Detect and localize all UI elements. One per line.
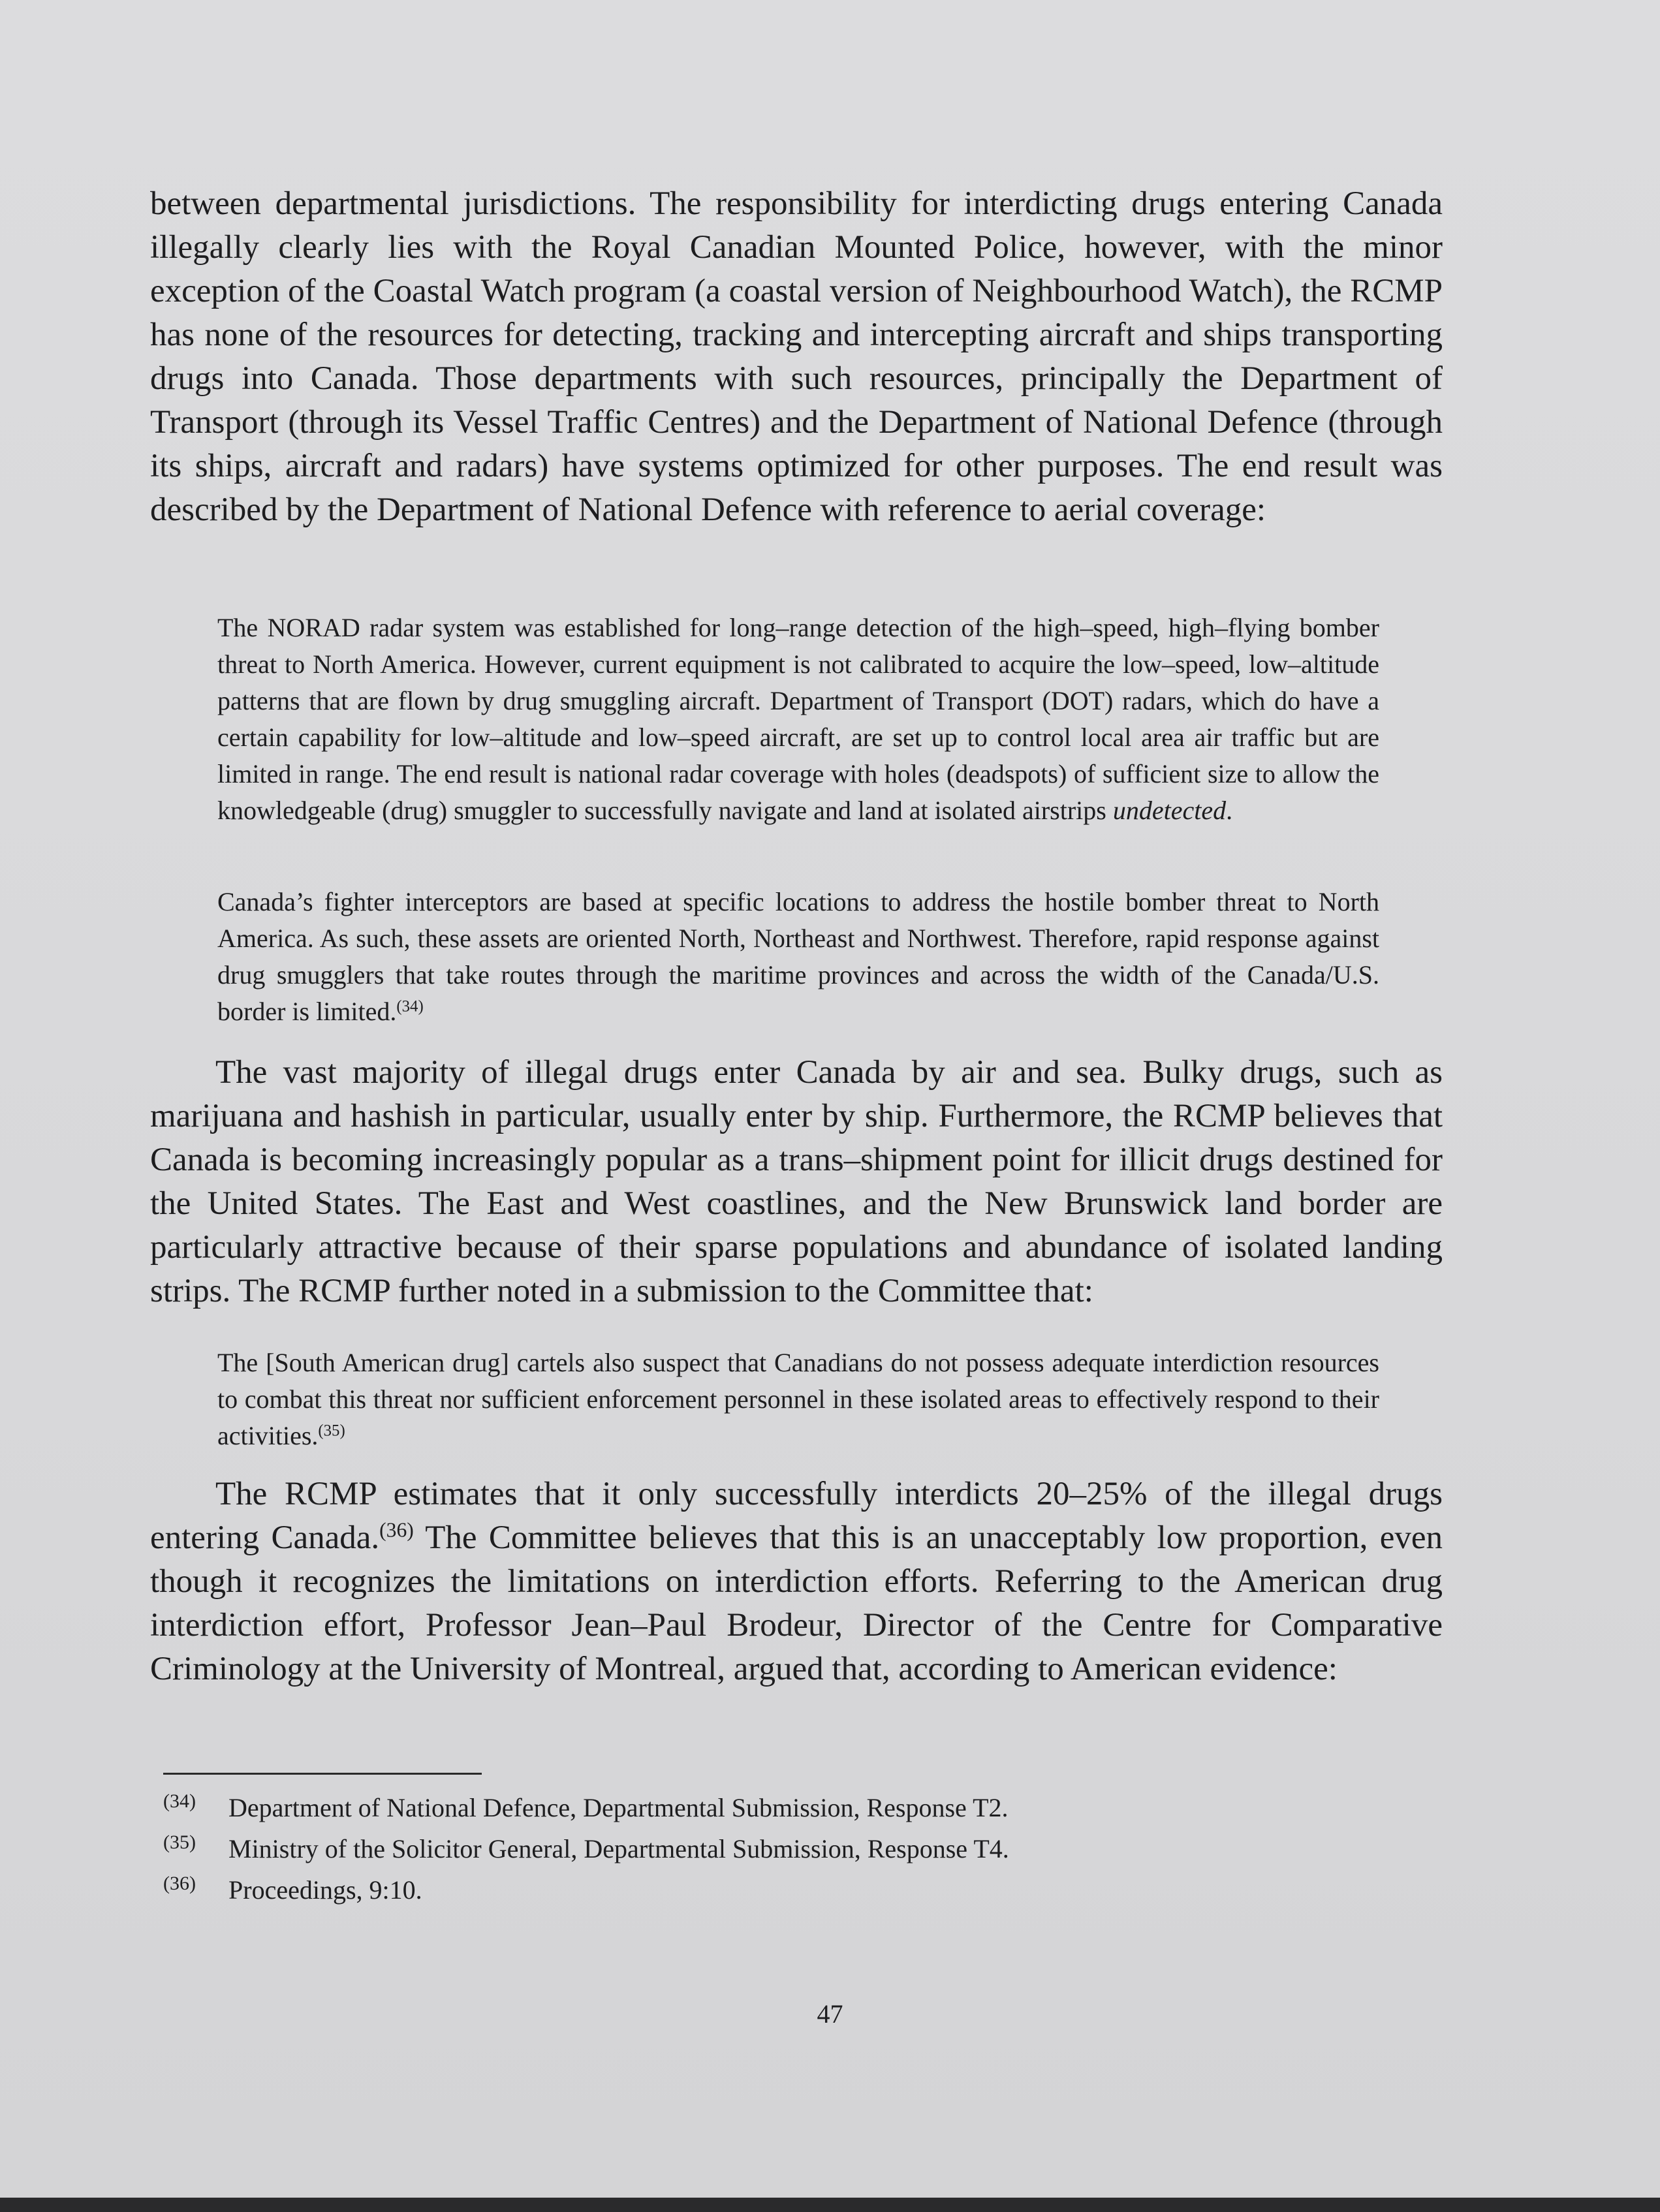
paragraph-text-a: The RCMP estimates that it only successfully interdicts 20–25% of the illegal drugs entering Canada. (150, 1476, 1443, 1556)
quote-emphasis: undetected (1112, 796, 1227, 825)
block-quote-3 (217, 1345, 1379, 1454)
paragraph-text: between departmental jurisdictions. The responsibility for interdicting drugs entering Canada illegally clearly lies with the Royal Canadian Mounted Police, however, with the minor exception of the Coastal Watch program (a coastal version of Neighbourhood Watch), the RCMP has none of the resources for detecting, tracking and intercepting aircraft and ships transporting drugs into Canada. Those departments with such resources, principally the Department of Transport (through its Vessel Traffic Centres) and the Department of National Defence (through its ships, aircraft and radars) have systems optimized for other purposes. The end result was described by the Department of National Defence with reference to aerial coverage: (150, 185, 1443, 528)
footnote-ref-35[interactable]: (35) (318, 1422, 345, 1440)
paragraph-text-b: The Committee believes that this is an unacceptably low proportion, even though it recognizes the limitations on interdiction efforts. Referring to the American drug interdiction effort, Professor Jean–Paul Brodeur, Director of the Centre for Comparative Criminology at the University of Montreal, argued that, according to American evidence: (150, 1519, 1443, 1687)
footnote-ref-34[interactable]: (34) (396, 997, 424, 1016)
footnote-item (163, 1869, 1338, 1910)
footnote-text: Ministry of the Solicitor General, Departmental Submission, Response T4. (228, 1834, 1009, 1863)
footnote-divider (163, 1773, 482, 1775)
footnote-ref-36[interactable]: (36) (379, 1518, 414, 1542)
footnote-item (163, 1787, 1338, 1828)
footnotes (163, 1787, 1338, 1910)
footnote-text: Proceedings, 9:10. (228, 1875, 422, 1905)
body-paragraph-2 (150, 1051, 1443, 1313)
footnote-number: (36) (163, 1873, 196, 1894)
block-quote-2 (217, 884, 1379, 1030)
footnote-text: Department of National Defence, Departmental Submission, Response T2. (228, 1793, 1009, 1822)
body-paragraph-3 (150, 1472, 1443, 1691)
footnote-item (163, 1828, 1338, 1869)
quote-text-end: . (1226, 796, 1233, 825)
body-paragraph-1 (150, 182, 1443, 532)
quote-text (217, 884, 1379, 1030)
scan-bottom-edge (0, 2198, 1660, 2212)
paragraph-text (150, 1472, 1443, 1691)
quote-text (217, 1345, 1379, 1454)
quote-text-main: The NORAD radar system was established for long–range detection of the high–speed, high–flying bomber threat to North America. However, current equipment is not calibrated to acquire the low–speed, low–altitude patterns that are flown by drug smuggling aircraft. Department of Transport (DOT) radars, which do have a certain capability for low–altitude and low–speed aircraft, are set up to control local area air traffic but are limited in range. The end result is national radar coverage with holes (deadspots) of sufficient size to allow the knowledgeable (drug) smuggler to successfully navigate and land at isolated airstrips (217, 613, 1379, 825)
block-quote-1 (217, 610, 1379, 829)
page-number: 47 (817, 1999, 843, 2029)
quote-text (217, 610, 1379, 829)
footnote-number: (34) (163, 1790, 196, 1812)
quote-text-main: Canada’s fighter interceptors are based at specific locations to address the hostile bomber threat to North America. As such, these assets are oriented North, Northeast and Northwest. Therefore, rapid response against drug smugglers that take routes through the maritime provinces and across the width of the Canada/U.S. border is limited. (217, 887, 1379, 1026)
quote-text-main: The [South American drug] cartels also suspect that Canadians do not possess adequate interdiction resources to combat this threat nor sufficient enforcement personnel in these isolated areas to effectively respond to their activities. (217, 1348, 1379, 1450)
paragraph-text: The vast majority of illegal drugs enter Canada by air and sea. Bulky drugs, such as marijuana and hashish in particular, usually enter by ship. Furthermore, the RCMP believes that Canada is becoming increasingly popular as a trans–shipment point for illicit drugs destined for the United States. The East and West coastlines, and the New Brunswick land border are particularly attractive because of their sparse populations and abundance of isolated landing strips. The RCMP further noted in a submission to the Committee that: (150, 1054, 1443, 1309)
footnote-number: (35) (163, 1831, 196, 1853)
